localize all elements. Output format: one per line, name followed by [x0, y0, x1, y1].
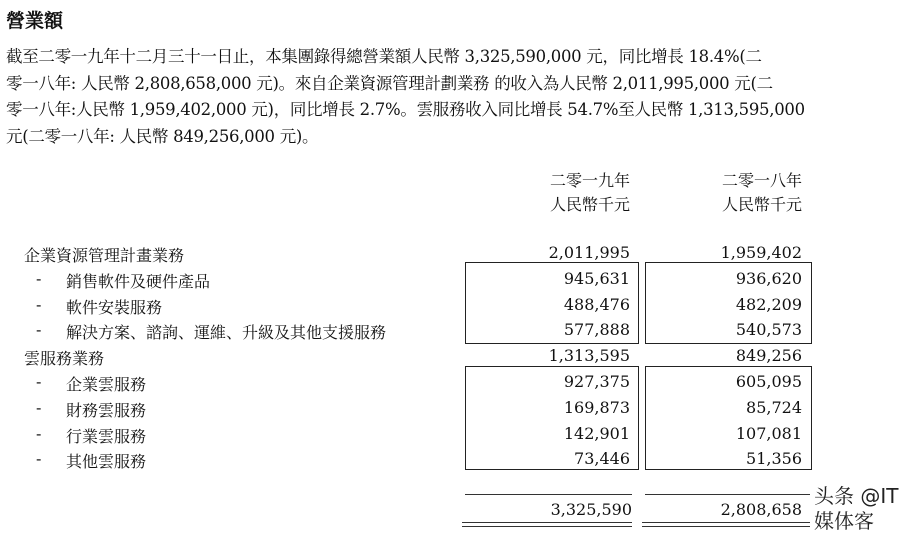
value-2018: 540,573: [735, 320, 802, 340]
value-2018: 51,356: [746, 449, 802, 469]
value-2018: 482,209: [735, 294, 802, 314]
row-dash: -: [36, 423, 42, 443]
revenue-paragraph: [6, 44, 896, 150]
row-dash: -: [36, 397, 42, 417]
paragraph-line: 零一八年:人民幣 1,959,402,000 元)，同比增長 2.7%。雲服務收入同比增長 54.7%至人民幣 1,313,595,000: [6, 100, 805, 119]
value-2019: 577,888: [563, 320, 630, 340]
row-dash: -: [36, 372, 42, 391]
paragraph-line: 元(二零一八年: 人民幣 849,256,000 元)。: [6, 126, 319, 146]
table-row: [0, 372, 900, 397]
value-2019: 1,313,595: [548, 346, 630, 366]
value-2019: 488,476: [563, 294, 630, 314]
row-label: 財務雲服務: [66, 400, 147, 420]
value-2019: 169,873: [563, 397, 630, 417]
row-label: 銷售軟件及硬件產品: [66, 271, 211, 291]
table-row: [0, 346, 900, 371]
header-2019-unit: 人民幣千元: [549, 195, 630, 214]
total-rule-top: [645, 494, 810, 495]
header-2018-year: 二零一八年: [721, 171, 802, 190]
row-label: 企業雲服務: [66, 375, 147, 394]
table-row: [0, 398, 900, 423]
row-label: 其他雲服務: [66, 452, 147, 472]
row-dash: -: [36, 449, 42, 469]
total-double-rule: [642, 522, 810, 527]
row-dash: -: [36, 294, 42, 314]
table-row: [0, 449, 900, 474]
value-2018: 85,724: [746, 397, 802, 417]
total-2018: 2,808,658: [720, 500, 802, 519]
value-2018: 107,081: [735, 423, 802, 443]
row-label: 雲服務業務: [24, 349, 105, 369]
total-2019: 3,325,590: [550, 500, 632, 519]
value-2019: 73,446: [574, 449, 630, 469]
value-2019: 945,631: [563, 268, 630, 288]
value-2018: 936,620: [735, 268, 802, 288]
total-double-rule: [462, 522, 632, 527]
row-label: 解決方案、諮詢、運維、升級及其他支援服務: [66, 323, 387, 343]
value-2018: 849,256: [735, 346, 802, 366]
paragraph-line: 零一八年: 人民幣 2,808,658,000 元)。來自企業資源管理計劃業務 的收入為人民幣 2,011,995,000 元(二: [6, 73, 773, 93]
total-rule-top: [465, 494, 632, 495]
table-row: [0, 320, 900, 345]
watermark: 头条 @IT媒体客: [814, 484, 899, 533]
value-2019: 927,375: [563, 372, 630, 391]
value-2019: 142,901: [563, 423, 630, 443]
row-label: 軟件安裝服務: [66, 297, 163, 317]
table-row: [0, 295, 900, 320]
row-dash: -: [36, 320, 42, 340]
row-label: 行業雲服務: [66, 426, 147, 446]
row-dash: -: [36, 268, 42, 288]
row-label: 企業資源管理計畫業務: [24, 246, 185, 265]
table-row: [0, 269, 900, 294]
paragraph-line: 截至二零一九年十二月三十一日止，本集團錄得總營業額人民幣 3,325,590,000 元，同比增長 18.4%(二: [6, 47, 762, 66]
section-title: 營業額: [6, 10, 64, 32]
table-row: [0, 424, 900, 449]
header-2019-year: 二零一九年: [549, 171, 630, 190]
value-2018: 605,095: [735, 372, 802, 391]
value-2019: 2,011,995: [548, 243, 630, 262]
header-2018-unit: 人民幣千元: [721, 195, 802, 214]
table-row: [0, 243, 900, 268]
value-2018: 1,959,402: [720, 243, 802, 262]
